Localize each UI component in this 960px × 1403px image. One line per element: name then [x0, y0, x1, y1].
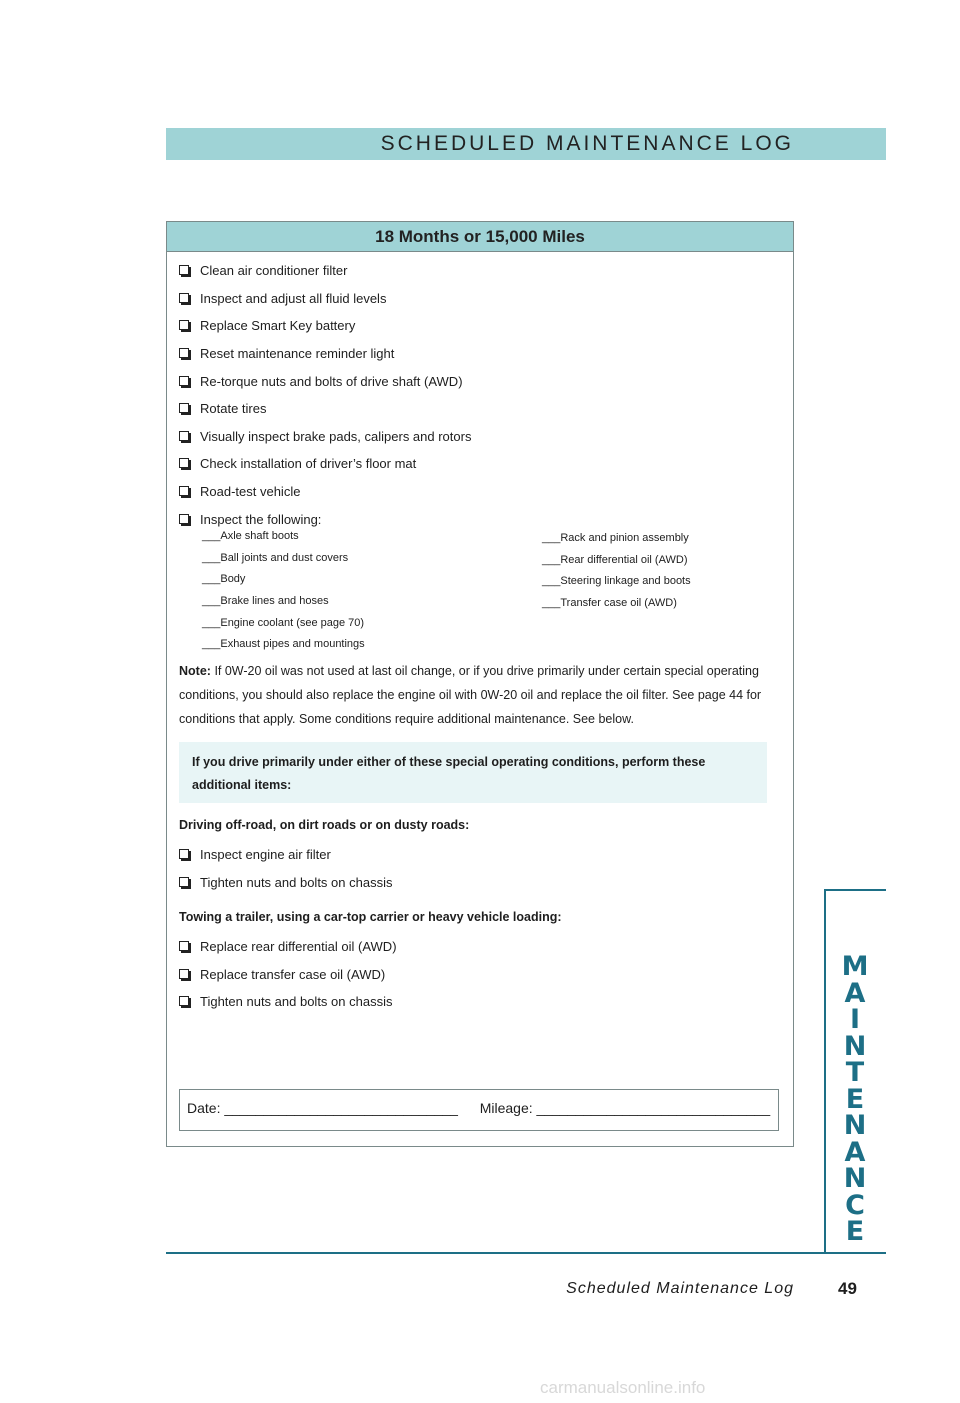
section-tab-label: M A I N T E N A N C E	[841, 951, 869, 1247]
checkbox-icon[interactable]	[179, 376, 189, 386]
note-text: If 0W-20 oil was not used at last oil change, or if you drive primarily under certain special operating conditions, you should also replace the engine oil with 0W-20 oil and replace the oil filter. See page 44 for conditions that apply. Some conditions require additional maintenance. See below.	[179, 664, 762, 726]
inspect-item: ___Brake lines and hoses	[202, 595, 329, 608]
page-number: 49	[838, 1279, 857, 1298]
checklist-item[interactable]	[179, 423, 471, 451]
inspect-item: ___Ball joints and dust covers	[202, 551, 349, 564]
header-band	[166, 128, 886, 160]
checklist-item-label: Inspect engine air filter	[200, 847, 331, 863]
checkbox-icon[interactable]	[179, 431, 189, 441]
checklist-item[interactable]	[179, 869, 392, 897]
inspect-item: ___Engine coolant (see page 70)	[202, 616, 365, 629]
inspect-item: ___Transfer case oil (AWD)	[542, 597, 677, 610]
checklist-item-label: Replace rear differential oil (AWD)	[200, 939, 397, 955]
inspect-item: ___Steering linkage and boots	[542, 575, 691, 588]
checkbox-icon[interactable]	[179, 486, 189, 496]
maintenance-card	[166, 221, 794, 1147]
checkbox-icon[interactable]	[179, 348, 189, 358]
checklist-item[interactable]	[179, 340, 471, 368]
page-title: SCHEDULED MAINTENANCE LOG	[380, 132, 794, 155]
inspect-item: ___Axle shaft boots	[202, 530, 299, 542]
checklist-item-label: Rotate tires	[200, 401, 267, 417]
checklist-item-label: Check installation of driver’s floor mat	[200, 456, 417, 472]
mileage-field[interactable]: Mileage: ______________________________	[479, 1100, 771, 1116]
date-mileage-box	[179, 1089, 779, 1131]
towing-checklist	[179, 933, 397, 1016]
date-field[interactable]: Date: ______________________________	[187, 1100, 458, 1116]
checkbox-icon[interactable]	[179, 514, 189, 524]
checklist-item[interactable]	[179, 285, 471, 313]
side-rule	[824, 889, 826, 1253]
card-title: 18 Months or 15,000 Miles	[167, 222, 793, 252]
checklist-item-label: Tighten nuts and bolts on chassis	[200, 874, 393, 890]
checkbox-icon[interactable]	[179, 849, 189, 859]
checkbox-icon[interactable]	[179, 320, 189, 330]
inspect-list-left	[202, 526, 365, 656]
checklist-item[interactable]	[179, 933, 397, 961]
towing-heading: Towing a trailer, using a car-top carrier or heavy vehicle loading:	[179, 910, 562, 924]
checklist-item[interactable]	[179, 988, 397, 1016]
inspect-item: ___Exhaust pipes and mountings	[202, 638, 365, 651]
checklist-item[interactable]	[179, 312, 471, 340]
checklist	[179, 257, 471, 533]
checkbox-icon[interactable]	[179, 969, 189, 979]
checklist-item[interactable]	[179, 961, 397, 989]
checklist-item-label: Inspect the following:	[200, 511, 322, 527]
checklist-item[interactable]	[179, 478, 471, 506]
checklist-item[interactable]	[179, 395, 471, 423]
checklist-item[interactable]	[179, 367, 471, 395]
inspect-list-right	[542, 528, 691, 615]
inspect-item: ___Rack and pinion assembly	[542, 532, 689, 544]
checklist-item-label: Road-test vehicle	[200, 484, 301, 500]
inspect-item: ___Rear differential oil (AWD)	[542, 553, 688, 566]
checkbox-icon[interactable]	[179, 265, 189, 275]
checkbox-icon[interactable]	[179, 877, 189, 887]
checklist-item-label: Replace Smart Key battery	[200, 318, 356, 334]
bottom-rule	[166, 1252, 886, 1254]
offroad-heading: Driving off-road, on dirt roads or on dusty roads:	[179, 818, 470, 832]
checklist-item-label: Reset maintenance reminder light	[200, 346, 395, 362]
checkbox-icon[interactable]	[179, 403, 189, 413]
checklist-item[interactable]	[179, 450, 471, 478]
side-rule-top	[824, 889, 886, 891]
note-label: Note:	[179, 664, 211, 678]
special-conditions-callout: If you drive primarily under either of these special operating conditions, perform these additional items:	[179, 742, 767, 803]
checkbox-icon[interactable]	[179, 293, 189, 303]
checkbox-icon[interactable]	[179, 458, 189, 468]
checkbox-icon[interactable]	[179, 941, 189, 951]
checklist-item-label: Replace transfer case oil (AWD)	[200, 966, 386, 982]
checklist-item[interactable]	[179, 841, 392, 869]
note-paragraph	[179, 659, 779, 731]
footer-caption: Scheduled Maintenance Log	[566, 1280, 794, 1297]
inspect-item: ___Body	[202, 573, 246, 586]
watermark: carmanualsonline.info	[540, 1378, 706, 1397]
checklist-item-label: Tighten nuts and bolts on chassis	[200, 994, 393, 1010]
checklist-item-label: Inspect and adjust all fluid levels	[200, 290, 387, 306]
checklist-item-label: Re-torque nuts and bolts of drive shaft (AWD)	[200, 373, 463, 389]
checklist-item-label: Visually inspect brake pads, calipers and rotors	[200, 428, 472, 444]
checklist-item[interactable]	[179, 257, 471, 285]
checklist-item-label: Clean air conditioner filter	[200, 263, 348, 279]
checkbox-icon[interactable]	[179, 996, 189, 1006]
offroad-checklist	[179, 841, 392, 896]
